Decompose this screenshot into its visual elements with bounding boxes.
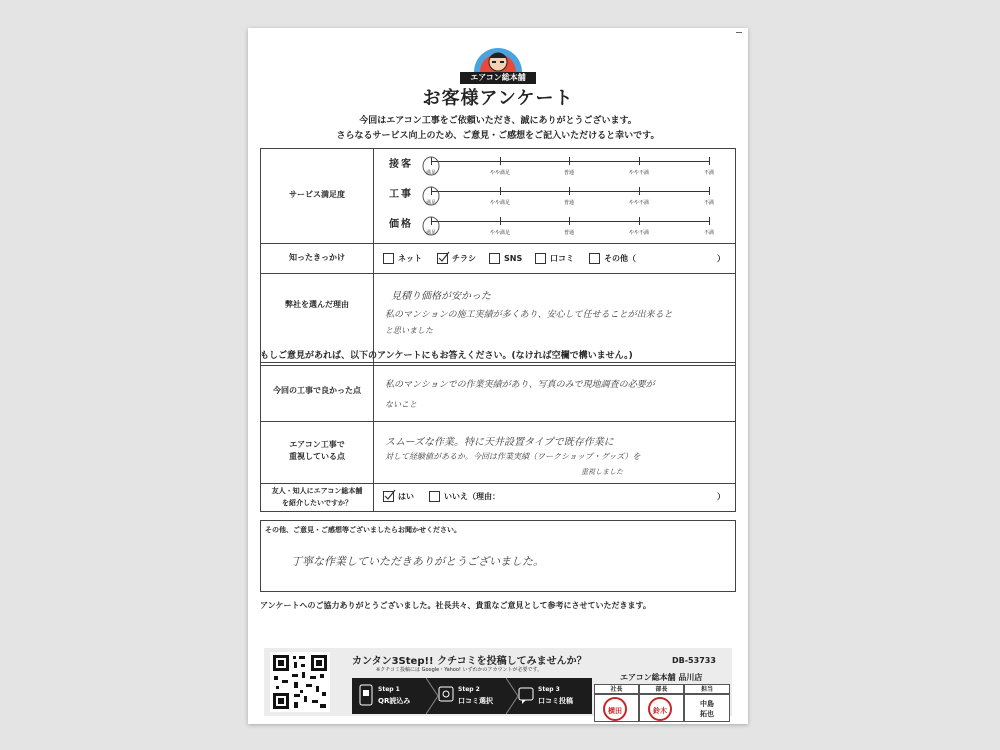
document-code: DB-53733 [672, 656, 716, 665]
tick-label: やや満足 [489, 170, 510, 176]
tick-label: 普通 [563, 200, 574, 206]
tick-label: 普通 [563, 230, 574, 236]
page-title: お客様アンケート [422, 88, 574, 109]
reason-line-3: と思いました [385, 326, 433, 335]
president-seal: 横田 [603, 697, 627, 721]
good-points-line-2: ないこと [385, 400, 417, 409]
step-2: Step 2 口コミ選択 [432, 678, 512, 714]
promo-title: カンタン3Step!! クチコミを投稿してみませんか？ [352, 656, 587, 667]
checkbox-referral-no[interactable]: いいえ（理由： [429, 491, 500, 502]
search-engine-icon [438, 684, 454, 706]
reason-line-2: 私のマンションの施工実績が多くあり、安心して任せることが出来ると [385, 310, 673, 320]
step-1: Step 1 QR読込み [352, 678, 432, 714]
intro-line-1: 今回はエアコン工事をご依頼いただき、誠にありがとうございます。 [359, 116, 637, 126]
staff-name: 中島 拓也 [700, 700, 714, 718]
tick-label: やや不満 [628, 170, 649, 176]
brand-mascot-logo [470, 42, 526, 72]
referral-label-line-1: 友人・知人にエアコン総本舗 [271, 487, 363, 495]
tick-label: 不満 [703, 200, 714, 206]
referral-label [261, 485, 373, 509]
tick-label: 不満 [703, 170, 714, 176]
checkbox-referral-yes[interactable]: はい [383, 491, 414, 502]
checkmark-icon [437, 250, 451, 264]
phone-qr-icon [358, 684, 374, 706]
tick-label: 不満 [703, 230, 714, 236]
survey-sheet [248, 28, 748, 724]
manager-seal: 鈴木 [648, 697, 672, 721]
survey-table-upper [260, 148, 736, 366]
manager-header: 部長 [639, 684, 684, 694]
optional-section-header: もしご意見があれば、以下のアンケートにもお答えください。(なければ空欄で構いません。) [260, 351, 633, 361]
important-line-1: スムーズな作業。特に天井設置タイプで既存作業に [385, 437, 614, 448]
tick-label: やや満足 [489, 230, 510, 236]
step-3: Step 3 口コミ投稿 [512, 678, 592, 714]
checkbox-sns[interactable]: SNS [489, 253, 522, 264]
branch-name: エアコン総本舗 品川店 [620, 673, 703, 682]
checkbox-word-of-mouth[interactable]: 口コミ [535, 253, 574, 264]
intro-text [248, 114, 748, 144]
intro-line-2: さらなるサービス向上のため、ご意見・ご感想をご記入いただけると幸いです。 [336, 131, 660, 141]
checkbox-flyer[interactable]: チラシ [437, 253, 476, 264]
thanks-text: アンケートへのご協力ありがとうございました。社長共々、貴重なご意見として参考にさせていただきます。 [260, 601, 651, 610]
president-header: 社長 [594, 684, 639, 694]
tick-label: 普通 [563, 170, 574, 176]
important-label-line-1: エアコン工事で [289, 440, 345, 449]
important-line-2: 対して経験値があるか。今回は作業実績（ワークショップ・グッズ）を [385, 452, 641, 461]
scale-label-construction: 工事 [389, 189, 413, 200]
qr-code-icon[interactable] [270, 652, 330, 712]
checkbox-other[interactable]: その他（ [589, 253, 636, 264]
president-stamp-cell [594, 694, 639, 722]
scale-label-service: 接客 [389, 159, 413, 170]
steps-bar [352, 678, 592, 714]
reason-label: 弊社を選んだ理由 [285, 300, 349, 309]
approval-stamp-grid [594, 684, 730, 722]
tick-label: やや不満 [628, 200, 649, 206]
other-comments-line: 丁寧な作業していただきありがとうございました。 [291, 555, 544, 568]
page-corner-mark [736, 32, 742, 37]
staff-name-cell [684, 694, 730, 722]
scale-label-price: 価格 [389, 219, 413, 230]
referral-label-line-2: を紹介したいですか？ [282, 499, 352, 507]
selection-circle-price [421, 215, 441, 237]
important-line-3: 重視しました [581, 468, 623, 476]
staff-header: 担当 [684, 684, 730, 694]
other-comments-box [260, 520, 736, 592]
survey-table-lower [260, 362, 736, 512]
promo-note: ※クチコミ投稿には Google・Yahoo! いずれかのアカウントが必要です。 [376, 667, 543, 673]
other-comments-label: その他、ご意見・ご感想等ございましたらお聞かせください。 [265, 526, 461, 534]
good-points-line-1: 私のマンションでの作業実績があり、写真のみで現地調査の必要が [385, 380, 655, 390]
brand-logo-text: エアコン総本舗 [460, 72, 536, 84]
referral-close-paren: ） [717, 492, 725, 501]
review-post-icon [518, 684, 534, 706]
selection-circle-service [421, 155, 441, 177]
satisfaction-label: サービス満足度 [289, 190, 345, 199]
important-label-line-2: 重視している点 [289, 452, 345, 461]
other-close-paren: ） [717, 254, 725, 263]
tick-label: 満足 [425, 200, 436, 206]
important-label [261, 439, 373, 463]
reason-line-1: 見積り価格が安かった [391, 291, 491, 302]
tick-label: 満足 [425, 170, 436, 176]
tick-label: 満足 [425, 230, 436, 236]
good-points-label: 今回の工事で良かった点 [273, 386, 361, 395]
manager-stamp-cell [639, 694, 684, 722]
checkbox-net[interactable]: ネット [383, 253, 422, 264]
selection-circle-construction [421, 185, 441, 207]
tick-label: やや不満 [628, 230, 649, 236]
tick-label: やや満足 [489, 200, 510, 206]
checkmark-icon [383, 488, 397, 502]
discovery-label: 知ったきっかけ [289, 253, 345, 262]
